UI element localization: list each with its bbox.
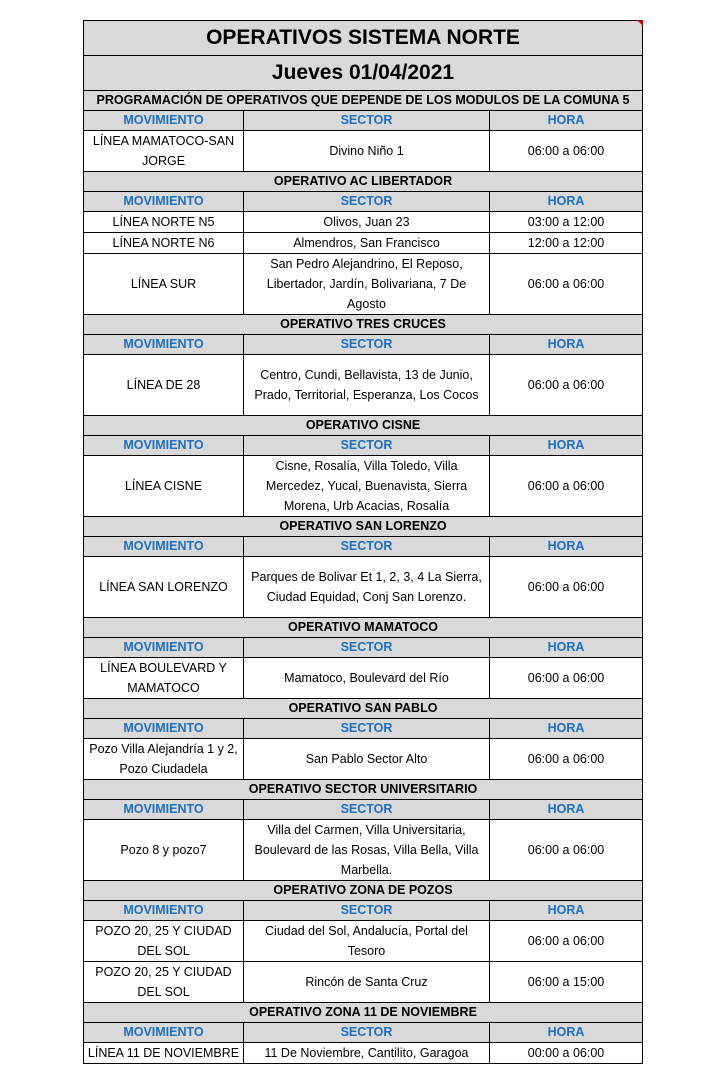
cell-movimiento: Pozo Villa Alejandría 1 y 2, Pozo Ciudadela — [84, 739, 244, 780]
column-header-row — [84, 1023, 643, 1043]
comment-marker-icon — [637, 20, 643, 26]
cell-sector: Olivos, Juan 23 — [244, 212, 490, 233]
header-movimiento: MOVIMIENTO — [84, 901, 244, 921]
cell-sector: Rincón de Santa Cruz — [244, 962, 490, 1003]
header-sector: SECTOR — [244, 436, 490, 456]
cell-sector: Mamatoco, Boulevard del Río — [244, 658, 490, 699]
header-movimiento: MOVIMIENTO — [84, 800, 244, 820]
cell-hora: 06:00 a 06:00 — [490, 254, 643, 315]
column-header-row — [84, 901, 643, 921]
header-sector: SECTOR — [244, 537, 490, 557]
header-hora: HORA — [490, 335, 643, 355]
cell-movimiento: LÍNEA NORTE N5 — [84, 212, 244, 233]
table-row — [84, 658, 643, 699]
cell-hora: 12:00 a 12:00 — [490, 233, 643, 254]
header-sector: SECTOR — [244, 335, 490, 355]
header-movimiento: MOVIMIENTO — [84, 335, 244, 355]
cell-hora: 03:00 a 12:00 — [490, 212, 643, 233]
table-row — [84, 820, 643, 881]
section-row — [84, 780, 643, 800]
page-title: OPERATIVOS SISTEMA NORTE — [84, 21, 643, 56]
header-movimiento: MOVIMIENTO — [84, 719, 244, 739]
cell-hora: 06:00 a 06:00 — [490, 557, 643, 618]
table-row — [84, 254, 643, 315]
column-header-row — [84, 192, 643, 212]
section-title: OPERATIVO ZONA DE POZOS — [84, 881, 643, 901]
cell-sector: 11 De Noviembre, Cantilito, Garagoa — [244, 1043, 490, 1064]
header-hora: HORA — [490, 719, 643, 739]
cell-movimiento: LÍNEA SUR — [84, 254, 244, 315]
column-header-row — [84, 638, 643, 658]
header-hora: HORA — [490, 1023, 643, 1043]
cell-movimiento: Pozo 8 y pozo7 — [84, 820, 244, 881]
cell-hora: 06:00 a 06:00 — [490, 131, 643, 172]
header-hora: HORA — [490, 638, 643, 658]
header-hora: HORA — [490, 111, 643, 131]
section-title: PROGRAMACIÓN DE OPERATIVOS QUE DEPENDE DE LOS MODULOS DE LA COMUNA 5 — [84, 91, 643, 111]
table-row — [84, 233, 643, 254]
column-header-row — [84, 335, 643, 355]
cell-movimiento: LÍNEA 11 DE NOVIEMBRE — [84, 1043, 244, 1064]
section-title: OPERATIVO SECTOR UNIVERSITARIO — [84, 780, 643, 800]
section-row — [84, 91, 643, 111]
section-row — [84, 315, 643, 335]
cell-hora: 06:00 a 06:00 — [490, 921, 643, 962]
column-header-row — [84, 436, 643, 456]
header-movimiento: MOVIMIENTO — [84, 436, 244, 456]
cell-sector: Cisne, Rosalía, Villa Toledo, Villa Mercedez, Yucal, Buenavista, Sierra Morena, Urb Acacias, Rosalía — [244, 456, 490, 517]
cell-sector: Divino Niño 1 — [244, 131, 490, 172]
table-row — [84, 962, 643, 1003]
cell-hora: 06:00 a 06:00 — [490, 456, 643, 517]
column-header-row — [84, 537, 643, 557]
header-movimiento: MOVIMIENTO — [84, 192, 244, 212]
cell-movimiento: LÍNEA NORTE N6 — [84, 233, 244, 254]
section-title: OPERATIVO SAN PABLO — [84, 699, 643, 719]
date-title: Jueves 01/04/2021 — [84, 56, 643, 91]
header-hora: HORA — [490, 901, 643, 921]
schedule-sheet — [83, 20, 642, 1064]
column-header-row — [84, 800, 643, 820]
column-header-row — [84, 719, 643, 739]
operations-table — [83, 20, 643, 1064]
section-title: OPERATIVO AC LIBERTADOR — [84, 172, 643, 192]
section-title: OPERATIVO MAMATOCO — [84, 618, 643, 638]
cell-movimiento: POZO 20, 25 Y CIUDAD DEL SOL — [84, 962, 244, 1003]
section-row — [84, 699, 643, 719]
table-row — [84, 921, 643, 962]
header-sector: SECTOR — [244, 800, 490, 820]
section-title: OPERATIVO SAN LORENZO — [84, 517, 643, 537]
table-row — [84, 557, 643, 618]
cell-hora: 00:00 a 06:00 — [490, 1043, 643, 1064]
cell-movimiento: LÍNEA SAN LORENZO — [84, 557, 244, 618]
header-sector: SECTOR — [244, 111, 490, 131]
cell-hora: 06:00 a 15:00 — [490, 962, 643, 1003]
header-hora: HORA — [490, 192, 643, 212]
header-hora: HORA — [490, 800, 643, 820]
cell-hora: 06:00 a 06:00 — [490, 820, 643, 881]
table-row — [84, 1043, 643, 1064]
cell-sector: Centro, Cundi, Bellavista, 13 de Junio, Prado, Territorial, Esperanza, Los Cocos — [244, 355, 490, 416]
cell-sector: Parques de Bolivar Et 1, 2, 3, 4 La Sierra, Ciudad Equidad, Conj San Lorenzo. — [244, 557, 490, 618]
header-sector: SECTOR — [244, 192, 490, 212]
cell-movimiento: LÍNEA DE 28 — [84, 355, 244, 416]
cell-movimiento: LÍNEA MAMATOCO-SAN JORGE — [84, 131, 244, 172]
header-sector: SECTOR — [244, 901, 490, 921]
cell-hora: 06:00 a 06:00 — [490, 355, 643, 416]
table-row — [84, 355, 643, 416]
operations-table-body — [84, 21, 643, 1064]
table-row — [84, 739, 643, 780]
cell-sector: Ciudad del Sol, Andalucía, Portal del Tesoro — [244, 921, 490, 962]
section-row — [84, 618, 643, 638]
cell-movimiento: LÍNEA BOULEVARD Y MAMATOCO — [84, 658, 244, 699]
header-hora: HORA — [490, 436, 643, 456]
section-row — [84, 1003, 643, 1023]
title-row — [84, 21, 643, 56]
section-row — [84, 517, 643, 537]
header-movimiento: MOVIMIENTO — [84, 1023, 244, 1043]
header-movimiento: MOVIMIENTO — [84, 111, 244, 131]
cell-sector: San Pedro Alejandrino, El Reposo, Libertador, Jardín, Bolivariana, 7 De Agosto — [244, 254, 490, 315]
date-row — [84, 56, 643, 91]
section-title: OPERATIVO ZONA 11 DE NOVIEMBRE — [84, 1003, 643, 1023]
cell-sector: Villa del Carmen, Villa Universitaria, Boulevard de las Rosas, Villa Bella, Villa Marbella. — [244, 820, 490, 881]
section-row — [84, 416, 643, 436]
table-row — [84, 212, 643, 233]
section-row — [84, 881, 643, 901]
header-sector: SECTOR — [244, 719, 490, 739]
cell-hora: 06:00 a 06:00 — [490, 658, 643, 699]
header-movimiento: MOVIMIENTO — [84, 537, 244, 557]
cell-movimiento: LÍNEA CISNE — [84, 456, 244, 517]
header-sector: SECTOR — [244, 638, 490, 658]
cell-movimiento: POZO 20, 25 Y CIUDAD DEL SOL — [84, 921, 244, 962]
section-title: OPERATIVO TRES CRUCES — [84, 315, 643, 335]
section-row — [84, 172, 643, 192]
cell-sector: San Pablo Sector Alto — [244, 739, 490, 780]
cell-sector: Almendros, San Francisco — [244, 233, 490, 254]
table-row — [84, 131, 643, 172]
header-sector: SECTOR — [244, 1023, 490, 1043]
header-movimiento: MOVIMIENTO — [84, 638, 244, 658]
table-row — [84, 456, 643, 517]
cell-hora: 06:00 a 06:00 — [490, 739, 643, 780]
column-header-row — [84, 111, 643, 131]
section-title: OPERATIVO CISNE — [84, 416, 643, 436]
header-hora: HORA — [490, 537, 643, 557]
